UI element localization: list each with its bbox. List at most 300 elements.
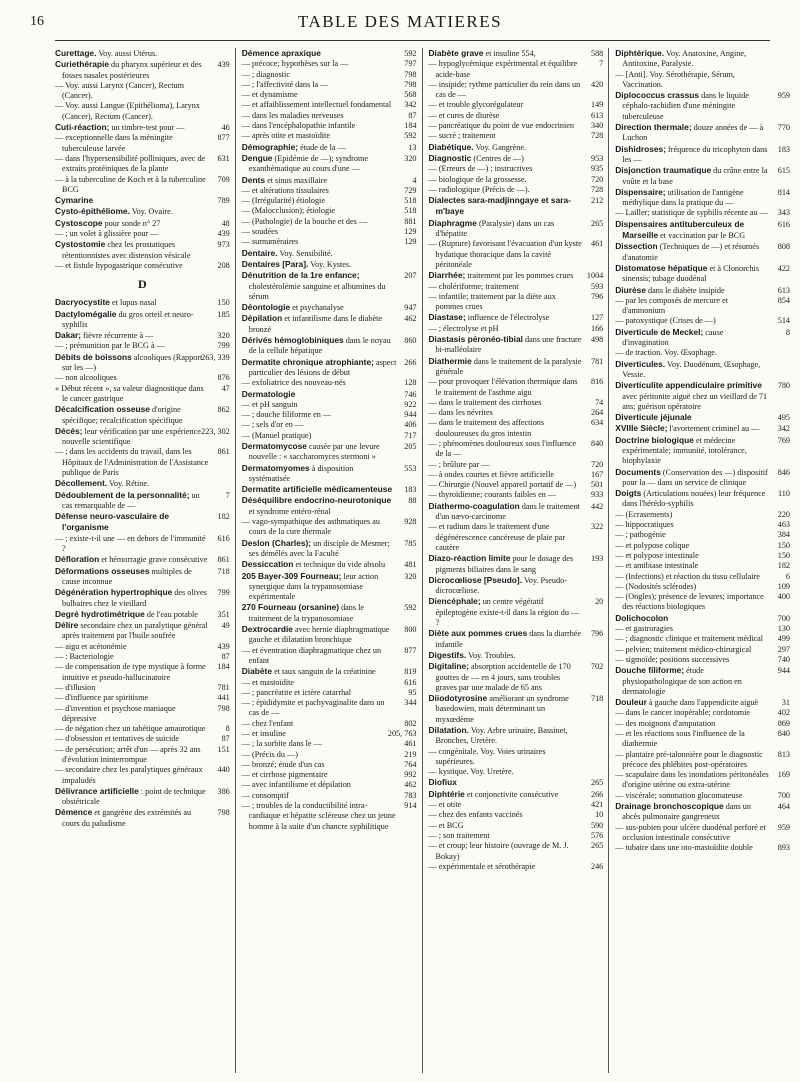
entry-text: — ; pancréatite et ictère catarrhal [241, 687, 352, 697]
entry-text: — pour provoquer l'élévation thermique dans le traitement de l'asthme aigu [428, 377, 578, 397]
entry-heading: Diverticules. [615, 358, 666, 369]
entry-heading: Dentaires [Para]. [241, 258, 309, 269]
index-entry [615, 488, 790, 510]
index-entry [55, 218, 230, 229]
entry-text: — sucré ; traitement [428, 131, 496, 141]
entry-heading: Déontologie [241, 302, 291, 313]
entry-text: et sinus maxillaire [267, 175, 328, 185]
page-reference: 718 [590, 694, 604, 704]
entry-text: — par les composés de mercure et d'ammonium [615, 295, 729, 316]
entry-heading: Dolichocolon [615, 612, 669, 623]
page-reference: 590 [590, 820, 604, 830]
entry-text: Voy. Duodénum, Œsophage, Vessie. [622, 359, 761, 379]
entry-text: chez les prostatiques rétentionnistes avec distension vésicale [62, 240, 191, 260]
entry-heading: Démence [55, 807, 93, 818]
index-columns [55, 48, 795, 1073]
entry-text: — expérimentale et sérothérapie [428, 861, 536, 871]
page-reference: 167 [590, 469, 604, 479]
entry-heading: Décès; [55, 425, 83, 436]
index-entry [242, 313, 417, 335]
index-entry [242, 517, 417, 538]
section-letter: D [138, 277, 147, 292]
page-reference: 947 [404, 303, 417, 313]
page-reference: 87 [408, 110, 417, 120]
index-entry [242, 335, 417, 357]
entry-text: — ; pathogénie [615, 530, 666, 540]
page-reference: 959 [777, 91, 790, 101]
entry-heading: Diastasis péronéo-tibial [428, 334, 523, 345]
entry-heading: Diazo-réaction limite [428, 553, 511, 564]
entry-text: — : Bacteriologie [55, 652, 114, 662]
entry-text: — de persécution; arrêt d'un — après 32 ans d'évolution ininterrompue [55, 744, 201, 764]
index-entry [429, 334, 604, 356]
index-entry [429, 408, 604, 418]
page-reference: 320 [404, 153, 417, 163]
index-entry [615, 90, 790, 122]
page-reference: 717 [404, 430, 417, 440]
index-entry [429, 575, 604, 597]
entry-heading: Doigts [615, 488, 642, 499]
page-reference: 789 [217, 196, 230, 206]
index-entry [429, 164, 604, 174]
index-entry [429, 862, 604, 872]
page-reference: 814 [777, 187, 790, 197]
page-reference: 592 [404, 131, 417, 141]
entry-text: à gauche dans l'appendicite aiguë [648, 698, 759, 708]
entry-text: — et cures de diurèse [428, 110, 500, 120]
index-entry [615, 187, 790, 209]
entry-text: — et polypose colique [615, 540, 690, 550]
page-reference: 613 [590, 110, 604, 120]
entry-text: de l'eau potable [146, 609, 198, 619]
page-reference: 441 [217, 693, 230, 703]
index-entry [55, 384, 230, 405]
index-entry [615, 285, 790, 296]
entry-heading: Dilatation. [428, 725, 469, 735]
entry-text: et psychanalyse [292, 303, 344, 313]
page-reference: 461 [590, 239, 604, 249]
entry-heading: Cystostomie [55, 239, 106, 250]
page-number: 16 [30, 14, 44, 29]
entry-text: — chez des enfants vaccinés [428, 810, 523, 820]
entry-heading: Défense neuro-vasculaire de l'organisme [55, 511, 170, 533]
entry-text: — et pH sanguin [241, 399, 298, 409]
page-reference: 220 [777, 509, 790, 519]
index-entry [615, 165, 790, 187]
index-entry [429, 131, 604, 141]
page-reference: 746 [404, 389, 417, 399]
index-entry [429, 789, 604, 800]
index-entry [242, 153, 417, 175]
entry-text: un cas remarquable de — [62, 490, 200, 510]
page-reference: 208 [217, 260, 230, 270]
index-entry [615, 561, 790, 571]
entry-text: absorption accidentelle de 170 gouttes de — en 4 jours, sans troubles graves par une malade de 65 ans [435, 662, 571, 692]
entry-heading: Digestifs. [428, 649, 467, 660]
page-reference: 440 [217, 765, 230, 775]
index-entry [615, 263, 790, 285]
page-reference: 87 [221, 734, 230, 744]
entry-text: — cholériforme; traitement [428, 281, 519, 291]
page-reference: 785 [404, 538, 417, 548]
index-entry [55, 81, 230, 102]
page-reference: 615 [777, 166, 790, 176]
index-entry [55, 447, 230, 478]
page-reference: 854 [777, 295, 790, 305]
entry-text: fièvre récurrente à — [83, 331, 154, 341]
page-reference: 182 [217, 512, 230, 522]
page-reference: 400 [777, 592, 790, 602]
entry-heading: Dactylomégalie [55, 308, 117, 319]
page-reference: 129 [404, 227, 417, 237]
page-reference: 933 [590, 490, 604, 500]
page-reference: 110 [778, 489, 790, 499]
entry-text: — Chirurgie (Nouvel appareil portatif de —) [428, 480, 577, 490]
entry-text: (Techniques de —) et résumés d'anatomie [622, 242, 760, 262]
entry-heading: XVIIIe Siècle; [615, 423, 668, 434]
entry-text: du crâne entre la voûte et la base [622, 166, 768, 186]
entry-heading: Distomatose hépatique [615, 262, 708, 273]
index-entry [242, 463, 417, 485]
index-entry [55, 724, 230, 734]
entry-heading: 205 Bayer-309 Fourneau; [241, 570, 342, 581]
entry-heading: Dépilation [241, 313, 283, 324]
page-reference: 462 [404, 314, 417, 324]
index-entry [615, 467, 790, 489]
page-reference: 928 [404, 517, 417, 527]
entry-text: et médecine expérimentale; immunité, intolérance, biophylaxie [622, 435, 747, 466]
index-entry [55, 261, 230, 271]
page-reference: 799 [217, 588, 230, 598]
entry-text: — et insuline [241, 729, 286, 738]
entry-text: du gros orteil et neuro-syphilis [62, 309, 194, 329]
index-entry [429, 292, 604, 313]
index-entry [55, 704, 230, 725]
page-reference: 6 [785, 571, 790, 581]
page-reference: 616 [217, 533, 230, 543]
page-reference: 953 [590, 153, 604, 163]
page-reference: 922 [404, 399, 417, 409]
page-reference: 47 [221, 383, 230, 393]
entry-text: — plantaire pré-talonnière pour le diagnostic précoce des phlébites post-opératoires [615, 749, 763, 769]
entry-text: — tubaire dans une oto-mastoïdite double [615, 843, 753, 853]
index-entry [429, 239, 604, 270]
page-reference: 422 [777, 263, 790, 273]
page-reference: 877 [217, 133, 230, 143]
entry-heading: Diathermie [428, 355, 472, 366]
index-entry [615, 348, 790, 358]
entry-text: dans le liquide céphalo-rachidien d'une méningite tuberculeuse [622, 91, 749, 121]
entry-text: — pancréatique du point de vue endocrinien [428, 121, 575, 131]
page-reference: 593 [590, 281, 604, 291]
entry-text: — Lailler; statistique de syphilis récente au — [615, 208, 768, 218]
index-column [55, 48, 235, 1073]
entry-heading: Débits de boissons [55, 351, 132, 362]
page-reference: 568 [404, 90, 417, 100]
page-reference: 182 [777, 561, 790, 571]
index-entry [55, 341, 230, 351]
index-entry [242, 441, 417, 463]
index-entry [242, 70, 417, 80]
entry-text: — surnuméraires [241, 237, 299, 247]
page-reference: 351 [217, 609, 230, 619]
index-entry [242, 131, 417, 141]
entry-heading: Cymarine [55, 195, 94, 206]
entry-text: — dans l'hypersensibilité polliniques, avec de extraits protéiniques de la plante [55, 153, 206, 174]
page-reference: 49 [221, 621, 230, 631]
index-entry [429, 218, 604, 240]
index-entry [55, 662, 230, 683]
page-reference: 184 [404, 121, 417, 131]
index-entry [242, 302, 417, 313]
index-entry [429, 270, 604, 281]
index-entry [429, 48, 604, 59]
entry-heading: 270 Fourneau (orsanine) [241, 602, 340, 613]
entry-text: — avec infantilisme et dépilation [241, 780, 351, 790]
page-reference: 384 [777, 530, 790, 540]
index-entry [429, 650, 604, 661]
index-entry [55, 330, 230, 341]
page-reference: 150 [777, 540, 790, 550]
entry-text: — aigu et acétonémie [55, 641, 127, 651]
entry-text: — ; un volet à glissière pour — [55, 229, 159, 239]
page-reference: 461 [404, 739, 417, 749]
entry-text: — après otite et mastoïdite [241, 131, 330, 141]
index-entry [55, 693, 230, 703]
entry-text: — et les réactions sous l'influence de la diathermie [615, 729, 745, 749]
entry-heading: Digitaline; [428, 661, 469, 672]
entry-text: étude physiopathologique de son action en dermatologie [622, 666, 742, 696]
index-entry [615, 327, 790, 349]
index-entry [429, 439, 604, 460]
entry-text: un disciple de Mesmer; ses démêlés avec la Faculté [248, 538, 390, 558]
page-reference: 728 [590, 131, 604, 141]
page-reference: 205, 763 [387, 729, 417, 738]
entry-text: — kystique. Voy. Uretère. [428, 767, 514, 777]
index-entry [429, 195, 604, 218]
index-entry [242, 750, 417, 760]
entry-text: et taux sanguin de la créatinine [274, 667, 376, 677]
entry-text: — d'invention et psychose maniaque dépressive [55, 703, 176, 723]
index-entry [55, 59, 230, 81]
index-entry [55, 554, 230, 565]
index-entry [429, 59, 604, 80]
page-reference: 876 [217, 373, 230, 383]
page-reference: 861 [217, 447, 230, 457]
index-entry [242, 729, 417, 739]
index-entry [429, 831, 604, 841]
index-entry [615, 316, 790, 326]
page-reference: 13 [408, 142, 417, 152]
entry-text: avec péritonite aiguë chez un vieillard de 71 ans; guérison opératoire [622, 391, 768, 411]
page-reference: 129 [404, 237, 417, 247]
entry-text: : point de technique obstétricale [62, 786, 206, 807]
index-entry [429, 725, 604, 747]
entry-text: — ; sels d'or en — [241, 420, 304, 430]
entry-heading: Dermatite chronique atrophiante; [241, 356, 374, 367]
entry-text: — à la tuberculine de Koch et à la tuberculine BCG [55, 174, 206, 194]
index-entry [615, 634, 790, 644]
index-entry [242, 248, 417, 259]
entry-text: traitement par les pommes crues [467, 271, 574, 281]
entry-text: et insuline 554, [485, 49, 536, 58]
index-entry [55, 297, 230, 308]
page-reference: 860 [404, 336, 417, 346]
page-reference: 442 [590, 501, 604, 511]
entry-text: Voy. Troubles. [468, 650, 516, 660]
entry-heading: Diabète grave [428, 48, 484, 58]
entry-heading: Déséquilibre endocrino-neurotonique [241, 495, 392, 506]
index-entry [242, 602, 417, 624]
page-reference: 700 [777, 613, 790, 623]
entry-text: améliorant un syndrome basedowien, mais déterminant un myxœdème [435, 694, 569, 724]
index-entry [429, 418, 604, 439]
entry-text: — vago-sympathique des asthmatiques au cours de la cure thermale [241, 517, 380, 537]
page-reference: 87 [221, 652, 230, 662]
page-reference: 869 [777, 718, 790, 728]
index-entry [429, 800, 604, 810]
entry-text: influence de l'électrolyse [467, 313, 550, 323]
page-title: TABLE DES MATIERES [297, 12, 503, 31]
entry-text: — dans l'encéphalopathie infantile [241, 121, 356, 131]
entry-text: cholestérolémie sanguine et albumines du sérum [248, 281, 386, 301]
index-entry [615, 582, 790, 592]
index-entry [242, 357, 417, 379]
page-reference: 780 [777, 381, 790, 391]
entry-text: — et altérations tissulaires [241, 185, 329, 195]
index-entry [55, 534, 230, 555]
entry-text: — des moignons d'amputation [615, 718, 716, 728]
index-entry [429, 398, 604, 408]
page-reference: 420 [590, 79, 604, 89]
page-reference: 183 [404, 485, 417, 495]
entry-heading: Dermatologie [241, 388, 296, 399]
index-entry [429, 324, 604, 334]
index-entry [242, 420, 417, 430]
page-reference: 88 [408, 496, 417, 506]
index-entry [55, 642, 230, 652]
index-entry [615, 719, 790, 729]
index-entry [615, 791, 790, 801]
page-reference: 514 [777, 316, 790, 326]
entry-text: Voy. Gangrène. [475, 142, 527, 152]
entry-heading: Diplococcus crassus [615, 90, 700, 101]
header-rule [55, 40, 770, 41]
page-reference: 246 [590, 861, 604, 871]
entry-heading: Dentaire. [241, 247, 278, 258]
entry-heading: Délire [55, 620, 79, 631]
index-entry [615, 541, 790, 551]
entry-text: — (Malocclusion); étiologie [241, 206, 335, 216]
page-reference: 720 [590, 174, 604, 184]
page-reference: 439 [217, 641, 230, 651]
entry-heading: Diathermo-coagulation [428, 500, 520, 511]
entry-text: des olives bulbaires chez le vieillard [62, 588, 207, 608]
entry-text: — pelvien; traitement médico-chirurgical [615, 644, 752, 654]
page-reference: 840 [590, 438, 604, 448]
index-entry [615, 359, 790, 381]
entry-text: — ; brûlure par — [428, 459, 490, 469]
entry-heading: Deslon (Charles); [241, 537, 312, 548]
page-reference: 914 [404, 801, 417, 811]
page-reference: 798 [404, 79, 417, 89]
page-reference: 219 [404, 749, 417, 759]
entry-text: — soudées [241, 227, 278, 237]
entry-text: — biologique de la grossesse. [428, 174, 527, 184]
entry-text: et conjonctivite consécutive [466, 789, 559, 799]
entry-heading: Dermatomyomes [241, 462, 310, 473]
index-entry [242, 698, 417, 719]
entry-text: Voy. Kystes. [310, 259, 352, 269]
index-entry [615, 572, 790, 582]
page-reference: 816 [590, 377, 604, 387]
index-entry [615, 423, 790, 434]
entry-text: — viscérale; sommation glucomateuse [615, 790, 743, 800]
page-reference: 796 [590, 291, 604, 301]
entry-text: un timbre-test pour — [111, 123, 185, 133]
entry-text: à disposition systématisée [248, 463, 354, 483]
entry-text: avec hernie diaphragmatique gauche et dilatation bronchique [248, 625, 390, 645]
index-entry [429, 460, 604, 470]
page-reference: 207 [404, 271, 417, 281]
entry-heading: Diabétique. [428, 141, 474, 152]
index-entry [429, 661, 604, 693]
page-reference: 893 [777, 843, 790, 853]
page-reference: 320 [404, 571, 417, 581]
index-entry [615, 122, 790, 144]
index-entry [242, 48, 417, 59]
entry-text: — radiologique (Précis de —). [428, 184, 530, 194]
entry-text: dans le traitement de la trypanosomiase [248, 603, 365, 623]
entry-heading: Cystoscope [55, 217, 103, 228]
entry-text: — Voy. aussi Larynx (Cancer), Rectum (Cancer). [55, 80, 184, 101]
entry-text: — [Anti]. Voy. Sérothérapie, Sérum, Vaccination. [615, 69, 735, 89]
index-entry [242, 559, 417, 570]
entry-text: — et dynamisme [241, 90, 298, 100]
page-reference: 819 [404, 667, 417, 677]
entry-text: — exceptionnelle dans la méningite tuberculeuse larvée [55, 133, 173, 153]
index-entry [615, 380, 790, 412]
index-entry [55, 229, 230, 239]
index-entry [429, 175, 604, 185]
entry-text: — et fistule hypogastrique consécutive [55, 260, 183, 270]
index-entry [242, 259, 417, 270]
entry-text: — secondaire chez les paralytiques généraux impaludés [55, 765, 203, 785]
index-entry [429, 490, 604, 500]
index-entry [429, 810, 604, 820]
entry-heading: Direction thermale; [615, 122, 692, 133]
page-reference: 959 [777, 822, 790, 832]
index-entry [429, 121, 604, 131]
entry-heading: Diphtérique. [615, 48, 665, 58]
index-entry [242, 80, 417, 90]
page-reference: 616 [777, 219, 790, 229]
entry-heading: Diagnostic [428, 152, 472, 163]
entry-text: — ; prémunition par le BCG à — [55, 341, 165, 351]
page-reference: 151 [217, 744, 230, 754]
entry-heading: Diverticule de Meckel; [615, 326, 704, 337]
entry-heading: Déformations osseuses [55, 565, 150, 576]
index-column [235, 48, 422, 1073]
entry-text: — et cirrhose pigmentaire [241, 770, 328, 780]
index-entry [615, 592, 790, 613]
entry-text: pour sonde n° 27 [104, 218, 161, 228]
entry-text: — (Infections) et réaction du tissu cellulaire [615, 571, 760, 581]
index-entry [242, 378, 417, 388]
entry-text: — et éventration diaphragmatique chez un enfant [241, 645, 382, 665]
entry-text: et infantilisme dans le diabète bronzé [248, 314, 383, 334]
page-reference: 944 [404, 410, 417, 420]
